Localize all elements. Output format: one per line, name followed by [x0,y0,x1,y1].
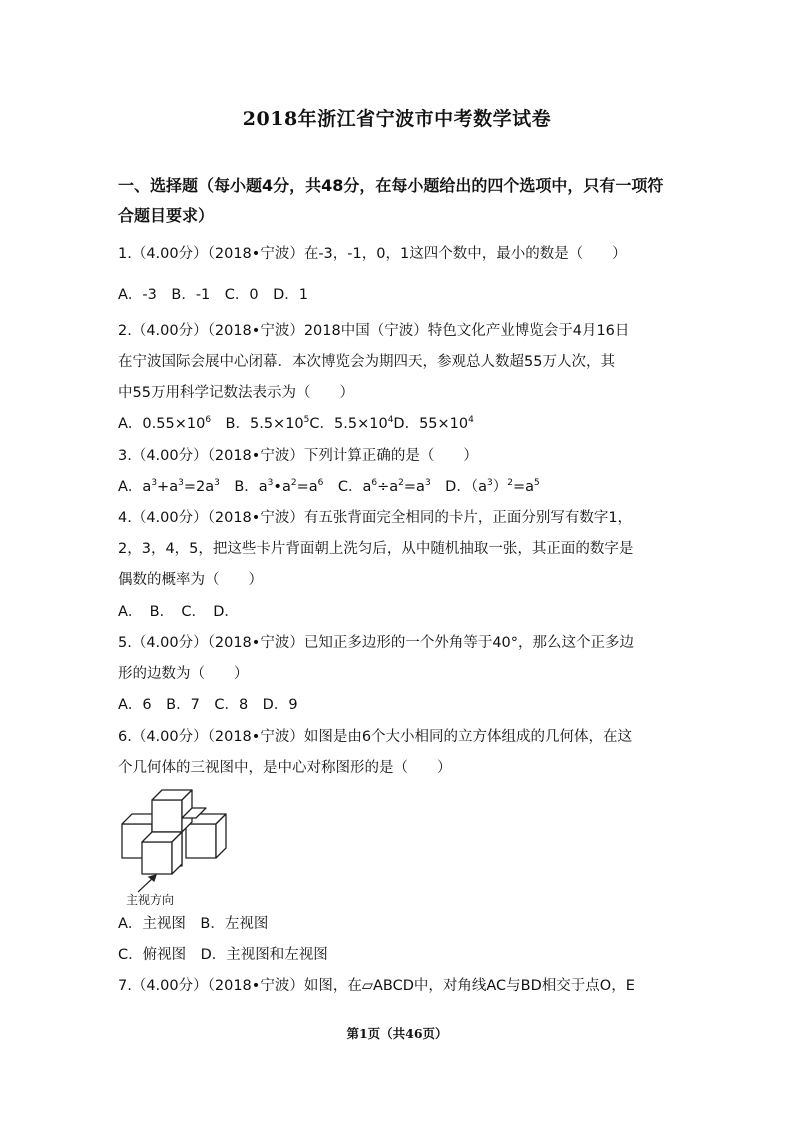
option-b-part: B．a [219,479,268,495]
question-7-line1: 7.（4.00分）（2018•宁波）如图，在▱ABCD中，对角线AC与BD相交于点O，E [118,978,635,994]
question-4-line2: 2，3，4，5，把这些卡片背面朝上洗匀后，从中随机抽取一张，其正面的数字是 [118,541,634,557]
exponent: 5 [534,478,540,489]
question-2-line1: 2.（4.00分）（2018•宁波）2018中国（宁波）特色文化产业博览会于4月16日 [118,323,630,339]
option-d-exponent: 4 [468,415,474,426]
question-4-line1: 4.（4.00分）（2018•宁波）有五张背面完全相同的卡片，正面分别写有数字1， [118,510,633,526]
question-3-text: 3.（4.00分）（2018•宁波）下列计算正确的是（ ） [118,448,478,464]
page-footer: 第1页（共46页） [346,1026,448,1041]
question-6-options-line1: A．主视图 B．左视图 [118,916,269,932]
option-b-part: •a [273,479,291,495]
option-d-part: D．（a [430,479,487,495]
question-2-line2: 在宁波国际会展中心闭幕．本次博览会为期四天，参观总人数超55万人次，其 [118,354,615,370]
option-b: B．5.5×10 [211,416,304,432]
figure-label: 主视方向 [126,893,175,907]
option-c-part: =a [403,479,425,495]
option-a-part: A．a [118,479,152,495]
cube-face [186,824,216,858]
exponent: 6 [317,478,324,489]
option-a-part: =2a [183,479,215,495]
question-6-line1: 6.（4.00分）（2018•宁波）如图是由6个大小相同的立方体组成的几何体，在这 [118,729,633,745]
option-c: C．5.5×10 [309,416,388,432]
exponent: 6 [371,478,378,489]
question-5-line1: 5.（4.00分）（2018•宁波）已知正多边形的一个外角等于40°，那么这个正多边 [118,635,635,651]
question-1-text: 1.（4.00分）（2018•宁波）在-3，-1，0，1这四个数中，最小的数是（ ） [118,246,627,262]
question-2-line3: 中55万用科学记数法表示为（ ） [118,385,354,401]
exponent: 3 [487,478,493,489]
option-d-part: =a [512,479,535,495]
exponent: 3 [151,478,158,489]
question-5-options: A．6 B．7 C．8 D．9 [118,697,298,713]
exponent: 2 [290,478,297,489]
question-4-line3: 偶数的概率为（ ） [118,572,263,588]
option-d: D．55×10 [393,416,469,432]
option-c-part: ÷a [377,479,399,495]
exponent: 2 [507,478,513,489]
option-b-exponent: 5 [303,415,310,426]
question-3-options [118,477,540,497]
exam-title: 2018年浙江省宁波市中考数学试卷 [242,108,552,130]
exponent: 3 [267,478,274,489]
question-6-options-line2: C．俯视图 D．主视图和左视图 [118,947,328,963]
cube-face [142,842,172,874]
question-5-line2: 形的边数为（ ） [118,666,249,682]
option-a-exponent: 6 [205,415,212,426]
option-a: A．0.55×10 [118,416,206,432]
exponent: 3 [178,478,184,489]
option-d-part: ） [492,479,508,495]
cube-solid-figure [116,780,236,908]
exponent: 2 [398,478,404,489]
cube-face [152,800,182,832]
question-2-options [118,414,474,434]
question-4-options: A． B． C． D． [118,604,239,620]
section-heading-line1: 一、选择题（每小题4分，共48分，在每小题给出的四个选项中，只有一项符 [118,176,664,195]
section-heading-line2: 合题目要求） [118,206,215,225]
option-a-part: +a [157,479,179,495]
exponent: 3 [214,478,220,489]
option-c-part: C．a [323,479,372,495]
option-b-part: =a [296,479,318,495]
exponent: 3 [424,478,431,489]
question-1-options: A．-3 B．-1 C．0 D．1 [118,287,309,303]
question-6-line2: 个几何体的三视图中，是中心对称图形的是（ ） [118,760,452,776]
option-c-exponent: 4 [387,415,394,426]
